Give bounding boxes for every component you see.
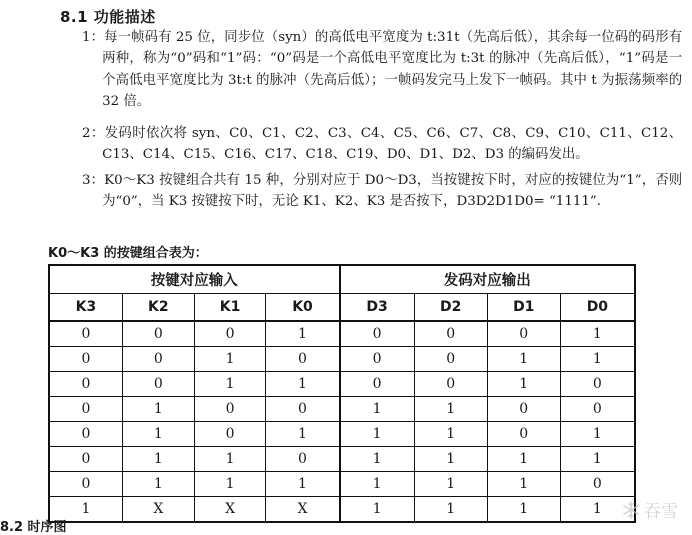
table-cell-k0: 1 [266,372,340,397]
table-cell-k0: 1 [266,422,340,447]
table-cell-d0: 0 [560,472,635,497]
table-cell-d3: 1 [340,422,415,447]
table-cell-k2: 0 [122,347,194,372]
table-cell-d2: 1 [414,447,487,472]
column-header: K1 [194,294,266,322]
table-cell-k3: 0 [49,422,122,447]
table-caption: K0～K3 的按键组合表为： [48,246,208,261]
table-cell-d2: 1 [414,422,487,447]
paragraph-2: 2：发码时依次将 syn、C0、C1、C2、C3、C4、C5、C6、C7、C8、C9、C10、C11、C12、C13、C14、C15、C16、C17、C18、C19、D0、D1、D2、D3 的编码发出。 [82,126,683,163]
table-row [49,321,635,347]
table-cell-d0: 1 [560,497,635,523]
table-cell-k0: 0 [266,347,340,372]
table-cell-k1: 1 [194,347,266,372]
table-cell-d1: 1 [487,447,560,472]
table-cell-d1: 0 [487,321,560,347]
table-cell-k3: 0 [49,397,122,422]
table-cell-d3: 1 [340,397,415,422]
table-cell-k0: 1 [266,321,340,347]
table-cell-k2: 0 [122,372,194,397]
column-header: D1 [487,294,560,322]
table-cell-d2: 1 [414,397,487,422]
table-cell-k0: X [266,497,340,523]
table-cell-d3: 0 [340,321,415,347]
table-cell-k1: 1 [194,447,266,472]
table-row [49,372,635,397]
group-header-output: 发码对应输出 [340,265,635,294]
table-cell-k0: 1 [266,472,340,497]
table-cell-d2: 0 [414,321,487,347]
snowflake-icon [622,501,640,519]
paragraph-1: 1：每一帧码有 25 位，同步位（syn）的高低电平宽度为 t:31t（先高后低），其余每一位码的码形有两种，称为“0”码和“1”码：“0”码是一个高低电平宽度比为 t:3t 的脉冲（先高后低），“1”码是一个高低电平宽度比为 3t:t 的脉冲（先高后低）；一帧码发完马上发下一帧码。其中 t 为振荡频率的 32 倍。 [82,30,683,110]
table-row [49,497,635,523]
table-cell-d1: 0 [487,422,560,447]
table-cell-k2: 1 [122,447,194,472]
paragraph-3: 3：K0～K3 按键组合共有 15 种，分别对应于 D0～D3，当按键按下时，对应的按键位为“1”，否则为“0”，当 K3 按键按下时，无论 K1、K2、K3 是否按下，D3D2D1D0= “1111”. [82,173,683,210]
table-cell-d0: 1 [560,321,635,347]
table-cell-d3: 0 [340,372,415,397]
column-header: D0 [560,294,635,322]
table-cell-d1: 1 [487,347,560,372]
table-cell-k2: 1 [122,397,194,422]
table-cell-d1: 1 [487,372,560,397]
table-cell-k1: 0 [194,422,266,447]
table-cell-d3: 0 [340,347,415,372]
table-cell-k1: 0 [194,321,266,347]
next-section-heading: 8.2 时序图 [0,520,67,535]
table-cell-k1: X [194,497,266,523]
watermark [622,497,678,522]
table-cell-k0: 0 [266,397,340,422]
table-cell-d2: 1 [414,497,487,523]
table-row [49,472,635,497]
table-cell-k1: 0 [194,397,266,422]
table-cell-d2: 0 [414,347,487,372]
table-cell-k2: X [122,497,194,523]
column-header: K2 [122,294,194,322]
table-body [49,321,635,522]
table-cell-d1: 1 [487,472,560,497]
table-cell-d0: 0 [560,372,635,397]
table-cell-d3: 1 [340,497,415,523]
table-cell-k2: 1 [122,422,194,447]
table-cell-d1: 0 [487,397,560,422]
column-header: D3 [340,294,415,322]
table-cell-k3: 0 [49,347,122,372]
table-cell-k2: 0 [122,321,194,347]
group-header-input: 按键对应输入 [49,265,340,294]
table-cell-d0: 1 [560,347,635,372]
table-cell-k1: 1 [194,372,266,397]
table-cell-k2: 1 [122,472,194,497]
key-combination-table [48,264,636,523]
table-cell-d3: 1 [340,472,415,497]
watermark-text: 吞雪 [644,502,678,522]
table-cell-k0: 0 [266,447,340,472]
table-group-header-row [49,265,635,294]
table-cell-d1: 1 [487,497,560,523]
table-column-header-row [49,294,635,322]
table-cell-k3: 0 [49,472,122,497]
table-cell-d2: 1 [414,472,487,497]
table-cell-d0: 1 [560,422,635,447]
column-header: K0 [266,294,340,322]
column-header: K3 [49,294,122,322]
section-title: 8.1 功能描述 [60,8,156,26]
table-row [49,397,635,422]
table-cell-k3: 0 [49,447,122,472]
table-cell-k3: 1 [49,497,122,523]
table-row [49,347,635,372]
table-cell-k1: 1 [194,472,266,497]
table-cell-k3: 0 [49,321,122,347]
table-cell-d3: 1 [340,447,415,472]
table-cell-d0: 0 [560,397,635,422]
table-cell-d0: 1 [560,447,635,472]
table-row [49,447,635,472]
table-row [49,422,635,447]
table-cell-k3: 0 [49,372,122,397]
table-cell-d2: 0 [414,372,487,397]
column-header: D2 [414,294,487,322]
